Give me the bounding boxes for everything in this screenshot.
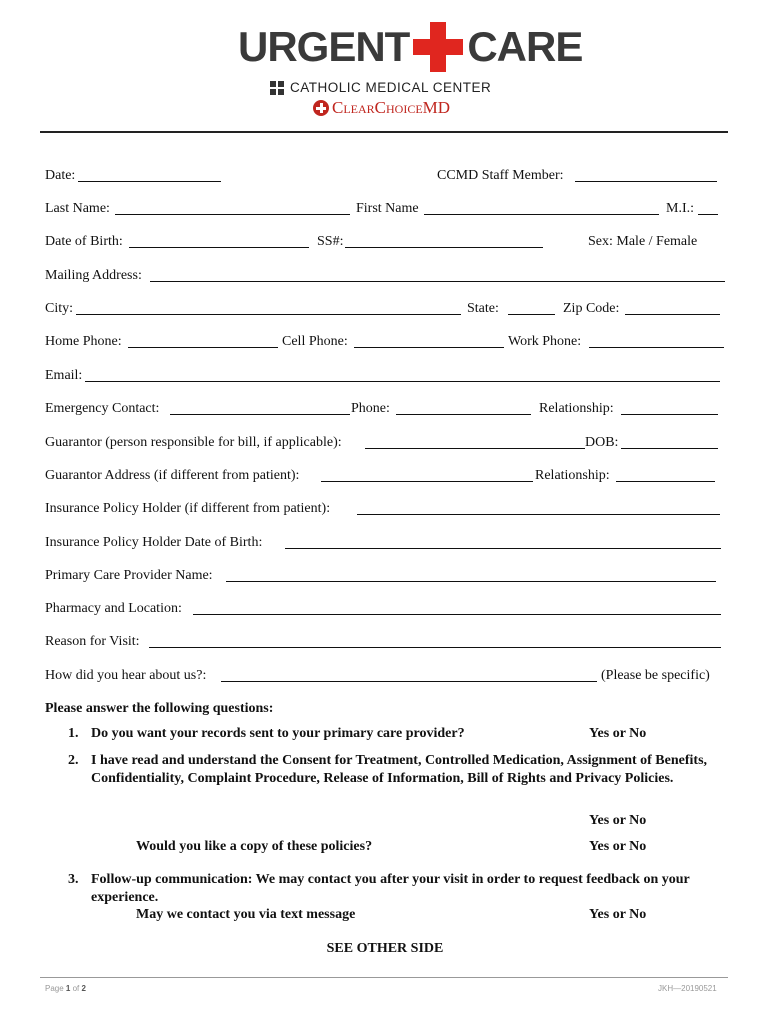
policy-dob-field[interactable] [285, 533, 721, 549]
row-guarantor-address [45, 466, 725, 486]
row-pharmacy [45, 599, 725, 619]
emergency-field[interactable] [170, 399, 350, 415]
home-phone-field[interactable] [128, 332, 278, 348]
guarantor-address-field[interactable] [321, 466, 533, 482]
mi-field[interactable] [698, 199, 718, 215]
cell-phone-label: Cell Phone: [282, 334, 348, 349]
dob-field[interactable] [129, 232, 309, 248]
q2-number: 2. [68, 753, 79, 768]
logo-urgent-text: URGENT [238, 23, 410, 70]
page-current: 1 [65, 984, 71, 993]
logo-care-text: CARE [467, 23, 583, 70]
zip-field[interactable] [625, 299, 720, 315]
city-label: City: [45, 301, 74, 316]
row-policy-dob [45, 533, 725, 553]
row-emergency [45, 399, 725, 419]
relationship-field[interactable] [621, 399, 718, 415]
state-label: State: [467, 301, 499, 316]
q3b-yes-no[interactable]: Yes or No [589, 907, 647, 922]
hear-field[interactable] [221, 666, 597, 682]
header-divider [40, 131, 728, 133]
q2b-yes-no[interactable]: Yes or No [589, 839, 647, 854]
row-name [45, 199, 725, 219]
relationship-label: Relationship: [539, 401, 614, 416]
ccmd-cross-icon [313, 100, 329, 116]
date-label: Date: [45, 168, 76, 183]
staff-label: CCMD Staff Member: [437, 168, 564, 183]
catholic-medical-center [270, 80, 491, 95]
mailing-field[interactable] [150, 266, 725, 282]
ss-label: SS#: [317, 234, 344, 249]
relationship2-field[interactable] [616, 466, 715, 482]
first-name-label: First Name [356, 201, 419, 216]
row-email [45, 366, 725, 386]
row-guarantor [45, 433, 725, 453]
zip-label: Zip Code: [563, 301, 620, 316]
q1-yes-no[interactable]: Yes or No [589, 726, 647, 741]
work-phone-label: Work Phone: [508, 334, 582, 349]
cmc-logo-icon [270, 81, 284, 95]
row-reason [45, 632, 725, 652]
page-total: 2 [81, 984, 86, 993]
date-field[interactable] [78, 166, 221, 182]
red-cross-icon [413, 22, 463, 72]
row-phones [45, 332, 725, 352]
mailing-label: Mailing Address: [45, 268, 142, 283]
pharmacy-label: Pharmacy and Location: [45, 601, 182, 616]
cmc-text: CATHOLIC MEDICAL CENTER [290, 80, 492, 95]
guarantor-address-label: Guarantor Address (if different from patient): [45, 468, 300, 483]
row-date [45, 166, 725, 186]
sex-label: Sex: Male / Female [588, 234, 698, 249]
reason-label: Reason for Visit: [45, 634, 140, 649]
questions-intro: Please answer the following questions: [45, 701, 274, 716]
state-field[interactable] [508, 299, 555, 315]
page-of: of [70, 984, 82, 993]
policy-dob-label: Insurance Policy Holder Date of Birth: [45, 535, 263, 550]
q2b-text: Would you like a copy of these policies? [136, 839, 373, 854]
row-policy-holder [45, 499, 725, 519]
page-prefix: Page [45, 984, 66, 993]
row-pcp [45, 566, 725, 586]
phone-field[interactable] [396, 399, 531, 415]
row-hear [45, 666, 725, 686]
guarantor-field[interactable] [365, 433, 585, 449]
phone-label: Phone: [351, 401, 390, 416]
q3-text: Follow-up communication: We may contact you after your visit in order to request feedback on your experience. [91, 872, 690, 905]
pharmacy-field[interactable] [193, 599, 721, 615]
row-mailing [45, 266, 725, 286]
pcp-label: Primary Care Provider Name: [45, 568, 213, 583]
email-label: Email: [45, 368, 83, 383]
policy-holder-label: Insurance Policy Holder (if different from patient): [45, 501, 331, 516]
email-field[interactable] [85, 366, 720, 382]
q2-yes-no[interactable]: Yes or No [589, 813, 647, 828]
first-name-field[interactable] [424, 199, 659, 215]
clearchoicemd-logo [313, 98, 450, 118]
hear-label: How did you hear about us?: [45, 668, 207, 683]
q3b-text: May we contact you via text message [136, 907, 356, 922]
q1-number: 1. [68, 726, 79, 741]
see-other-side: SEE OTHER SIDE [326, 941, 444, 956]
ss-field[interactable] [345, 232, 543, 248]
q1-text: Do you want your records sent to your primary care provider? [91, 726, 465, 741]
last-name-label: Last Name: [45, 201, 110, 216]
pcp-field[interactable] [226, 566, 716, 582]
form-code: JKH—20190521 [658, 984, 717, 993]
home-phone-label: Home Phone: [45, 334, 122, 349]
policy-holder-field[interactable] [357, 499, 720, 515]
footer-divider [40, 977, 728, 978]
cell-phone-field[interactable] [354, 332, 504, 348]
city-field[interactable] [76, 299, 461, 315]
guarantor-dob-label: DOB: [585, 435, 619, 450]
reason-field[interactable] [149, 632, 721, 648]
ccmd-text: ClearChoiceMD [332, 98, 451, 117]
urgent-care-logo [238, 22, 582, 72]
emergency-label: Emergency Contact: [45, 401, 160, 416]
staff-field[interactable] [575, 166, 717, 182]
dob-label: Date of Birth: [45, 234, 123, 249]
guarantor-dob-field[interactable] [621, 433, 718, 449]
page-number [45, 984, 86, 993]
mi-label: M.I.: [666, 201, 694, 216]
q3-number: 3. [68, 872, 79, 887]
guarantor-label: Guarantor (person responsible for bill, if applicable): [45, 435, 342, 450]
work-phone-field[interactable] [589, 332, 724, 348]
row-dob [45, 232, 725, 252]
row-city [45, 299, 725, 319]
relationship2-label: Relationship: [535, 468, 610, 483]
q2-text: I have read and understand the Consent for Treatment, Controlled Medication, Assignment of Benefits, Confidentiality, Complaint Procedure, Release of Information, Bill of Rights and Privacy Policies. [91, 753, 708, 786]
specific-note: (Please be specific) [601, 668, 710, 683]
last-name-field[interactable] [115, 199, 350, 215]
